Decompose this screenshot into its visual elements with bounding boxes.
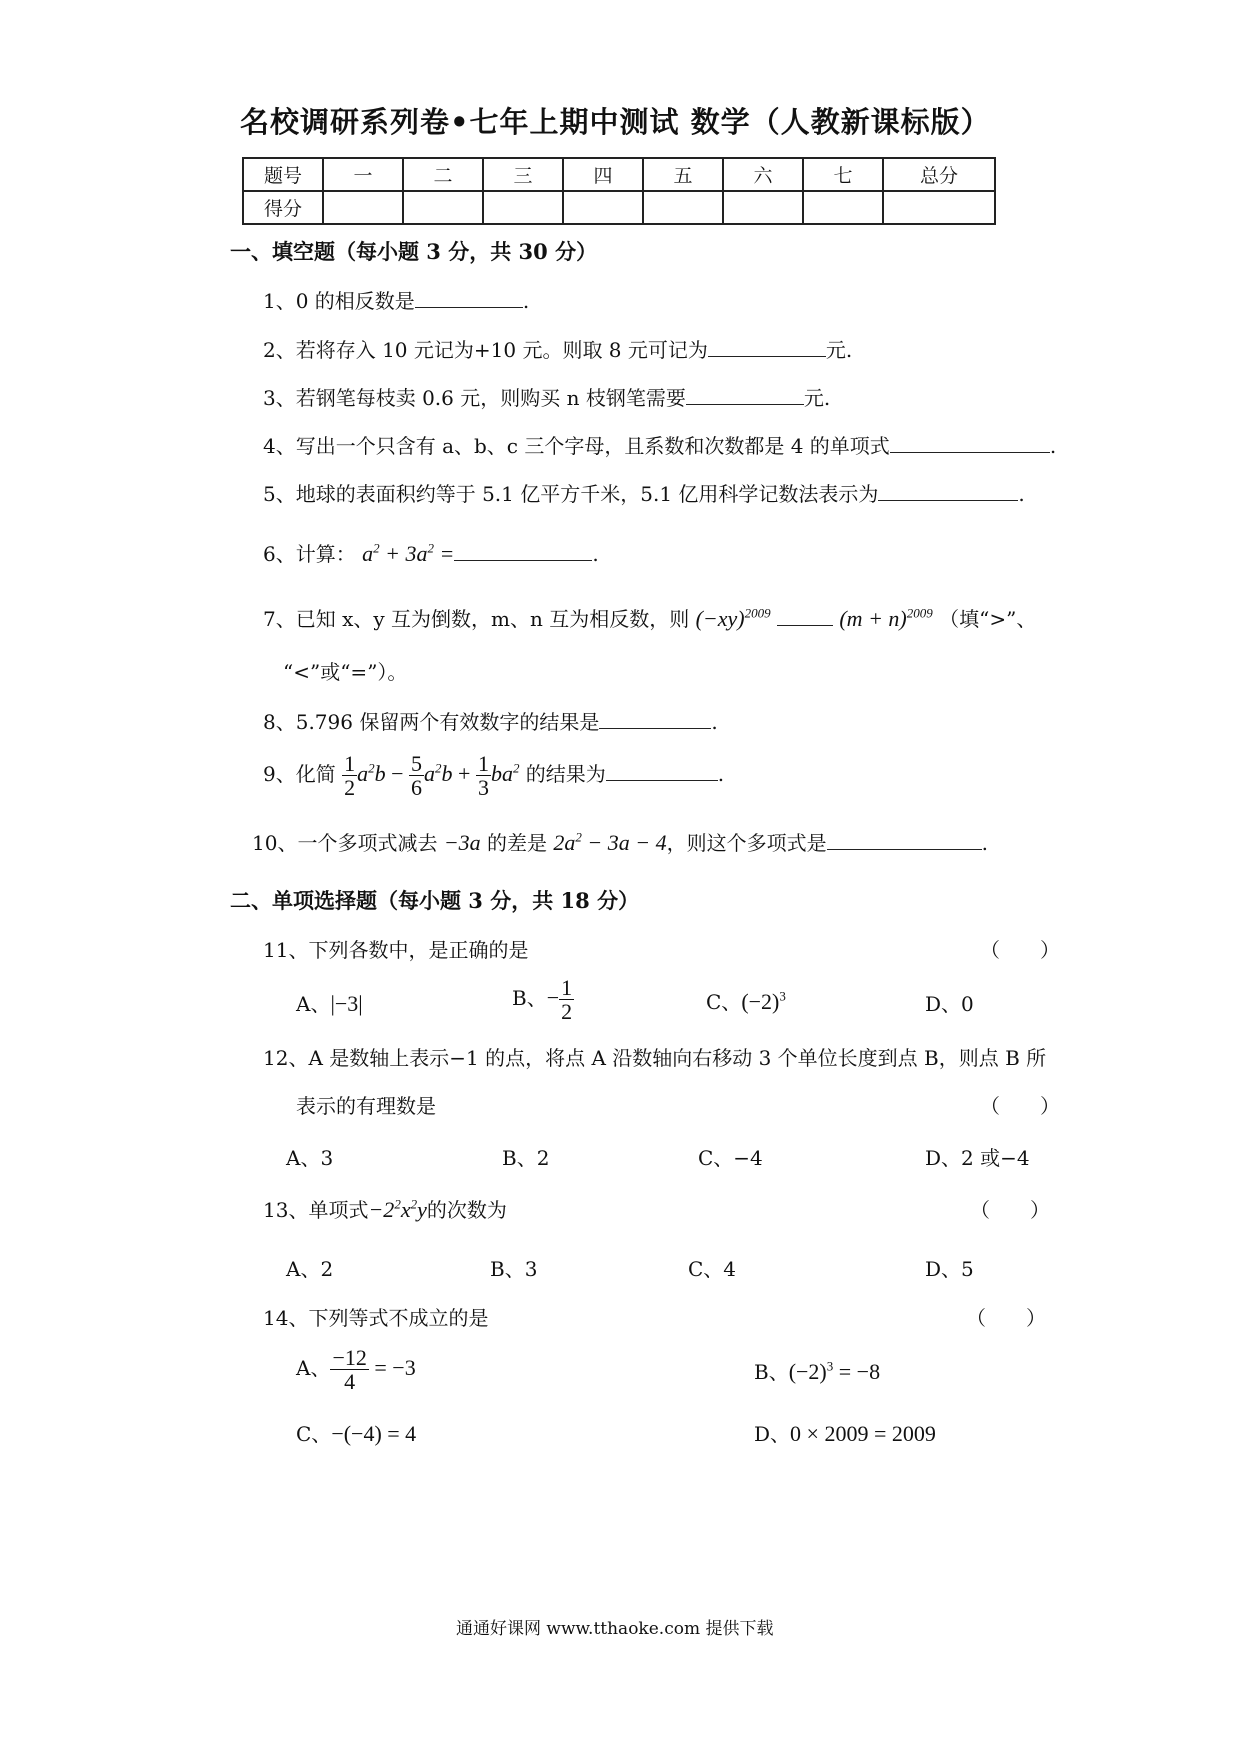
- question-4-tail: .: [1049, 434, 1057, 458]
- option-a-label: A、: [296, 992, 331, 1016]
- question-5-tail: .: [1018, 482, 1025, 506]
- question-1: [263, 285, 529, 314]
- question-5: [263, 478, 1025, 507]
- answer-parentheses: （ ）: [980, 938, 1060, 962]
- option-b: B、2: [502, 1146, 550, 1170]
- score-row-label: 得分: [243, 191, 323, 224]
- math-expression: $2a^2 - 3a - 4$: [553, 829, 667, 855]
- score-header-cell: 四: [563, 158, 643, 191]
- fraction: $\frac{1}{3}$: [477, 751, 489, 801]
- math-expression: $-2^2x^2y$: [368, 1196, 427, 1222]
- answer-blank: [686, 384, 804, 405]
- option-d: D、0 × 2009 = 2009: [754, 1421, 936, 1446]
- answer-parentheses: （ ）: [970, 1198, 1050, 1222]
- option-c-label: C、: [296, 1422, 332, 1446]
- option-a: A、|−3|: [296, 991, 363, 1016]
- math-expression: $(-xy)^{2009}$: [695, 605, 771, 631]
- question-3-tail: 元.: [803, 386, 831, 410]
- question-6-tail: .: [592, 542, 599, 566]
- page-footer: 通通好课网 www.tthaoke.com 提供下载: [456, 1619, 774, 1639]
- option-d: D、0: [925, 992, 974, 1016]
- answer-blank: [606, 760, 718, 781]
- question-12: 12、A 是数轴上表示−1 的点，将点 A 沿数轴向右移动 3 个单位长度到点 B，则点 B 所: [263, 1046, 1047, 1070]
- question-9-text: 9、化简: [263, 762, 336, 787]
- option-b: B、− $\frac{1}{2}$: [512, 975, 573, 1025]
- question-7-tail: （填“>”、: [939, 607, 1037, 631]
- option-d: D、5: [925, 1257, 974, 1281]
- score-header-cell: 二: [403, 158, 483, 191]
- option-b: B、3: [490, 1257, 538, 1281]
- score-header-cell: 一: [323, 158, 403, 191]
- answer-blank: [599, 708, 711, 729]
- question-7: [263, 603, 1036, 632]
- option-c-label: C、: [706, 990, 742, 1014]
- answer-parentheses: （ ）: [980, 1094, 1060, 1118]
- math-expression: $a^2 + 3a^2$ =: [362, 540, 455, 566]
- answer-blank: [454, 540, 592, 561]
- question-9: 9、化简 $\frac{1}{2}$ $a^2b$ − $\frac{5}{6}$ $a^2b$ + $\frac{1}{3}$ $ba^2$ 的结果为 .: [263, 751, 725, 801]
- question-3-text: 3、若钢笔每枝卖 0.6 元，则购买 n 枝钢笔需要: [263, 386, 686, 410]
- answer-blank: [878, 480, 1018, 501]
- option-b-label: B、: [512, 986, 547, 1011]
- question-2: [263, 334, 852, 363]
- question-10-text: 10、一个多项式减去: [252, 831, 438, 855]
- question-1-tail: .: [522, 289, 530, 313]
- section-2-heading: 二、单项选择题（每小题 3 分，共 18 分）: [230, 888, 640, 913]
- question-10: [252, 827, 988, 856]
- question-10-mid: 的差是: [487, 831, 548, 855]
- score-header-cell: 三: [483, 158, 563, 191]
- question-13: [263, 1194, 507, 1223]
- score-table-header-row: [243, 158, 995, 191]
- question-8: [263, 706, 718, 735]
- score-header-cell: 六: [723, 158, 803, 191]
- question-8-tail: .: [711, 710, 718, 734]
- math-expression: $(m + n)^{2009}$: [839, 605, 933, 631]
- score-header-cell: 总分: [883, 158, 995, 191]
- question-12-line-2: 表示的有理数是: [296, 1094, 436, 1118]
- option-b-label: B、: [754, 1360, 789, 1384]
- question-8-text: 8、5.796 保留两个有效数字的结果是: [263, 710, 600, 734]
- question-9-tail: .: [717, 762, 725, 787]
- question-4: [263, 430, 1056, 459]
- answer-blank: [777, 605, 833, 626]
- option-c: C、−(−4) = 4: [296, 1421, 417, 1446]
- option-a-label: A、: [296, 1356, 331, 1381]
- question-6-text: 6、计算：: [263, 542, 356, 566]
- option-c: C、4: [688, 1257, 737, 1281]
- question-7-line-2: “<”或“=”）。: [283, 660, 408, 684]
- option-c: C、$(-2)^3$: [706, 988, 786, 1014]
- score-header-cell: 五: [643, 158, 723, 191]
- answer-blank: [415, 287, 523, 308]
- question-10-tail: .: [981, 831, 988, 855]
- question-6: [263, 538, 599, 567]
- question-9-mid: 的结果为: [525, 762, 606, 787]
- question-4-text: 4、写出一个只含有 a、b、c 三个字母，且系数和次数都是 4 的单项式: [263, 434, 890, 458]
- score-table: [242, 157, 996, 225]
- option-c: C、−4: [698, 1146, 763, 1170]
- question-2-tail: 元.: [825, 338, 853, 362]
- answer-blank: [827, 829, 982, 850]
- question-11: 11、下列各数中，是正确的是: [263, 938, 529, 962]
- score-cell: [323, 191, 403, 224]
- fraction: $\frac{-12}{4}$: [332, 1345, 367, 1395]
- option-d: D、2 或−4: [925, 1146, 1030, 1170]
- question-5-text: 5、地球的表面积约等于 5.1 亿平方千米，5.1 亿用科学记数法表示为: [263, 482, 879, 506]
- option-a: A、2: [286, 1257, 334, 1281]
- score-cell: [643, 191, 723, 224]
- score-cell: [483, 191, 563, 224]
- score-cell: [563, 191, 643, 224]
- question-14: 14、下列等式不成立的是: [263, 1306, 489, 1330]
- page-title: 名校调研系列卷•七年上期中测试 数学（人教新课标版）: [240, 105, 991, 139]
- answer-blank: [890, 432, 1050, 453]
- answer-blank: [708, 336, 826, 357]
- option-a: A、3: [286, 1146, 334, 1170]
- score-cell: [803, 191, 883, 224]
- score-cell: [883, 191, 995, 224]
- question-10-mid: ，则这个多项式是: [666, 831, 827, 855]
- question-3: [263, 382, 830, 411]
- fraction: $\frac{5}{6}$: [411, 751, 423, 801]
- score-cell: [723, 191, 803, 224]
- math-expression: −3a: [443, 830, 481, 855]
- score-cell: [403, 191, 483, 224]
- question-2-text: 2、若将存入 10 元记为+10 元。则取 8 元可记为: [263, 338, 708, 362]
- section-1-heading: 一、填空题（每小题 3 分，共 30 分）: [230, 239, 598, 264]
- answer-parentheses: （ ）: [966, 1306, 1046, 1330]
- score-header-cell: 七: [803, 158, 883, 191]
- option-d-label: D、: [754, 1422, 791, 1446]
- score-table-score-row: [243, 191, 995, 224]
- question-13-text: 13、单项式: [263, 1198, 369, 1222]
- question-1-text: 1、0 的相反数是: [263, 289, 415, 313]
- fraction: $\frac{1}{2}$: [561, 975, 573, 1025]
- fraction: $\frac{1}{2}$: [344, 751, 356, 801]
- option-a: A、 $\frac{-12}{4}$ = −3: [296, 1345, 416, 1395]
- question-13-tail: 的次数为: [426, 1198, 507, 1222]
- question-7-text: 7、已知 x、y 互为倒数，m、n 互为相反数，则: [263, 607, 690, 631]
- score-header-cell: 题号: [243, 158, 323, 191]
- option-b: B、$(-2)^3 = -8$: [754, 1358, 881, 1384]
